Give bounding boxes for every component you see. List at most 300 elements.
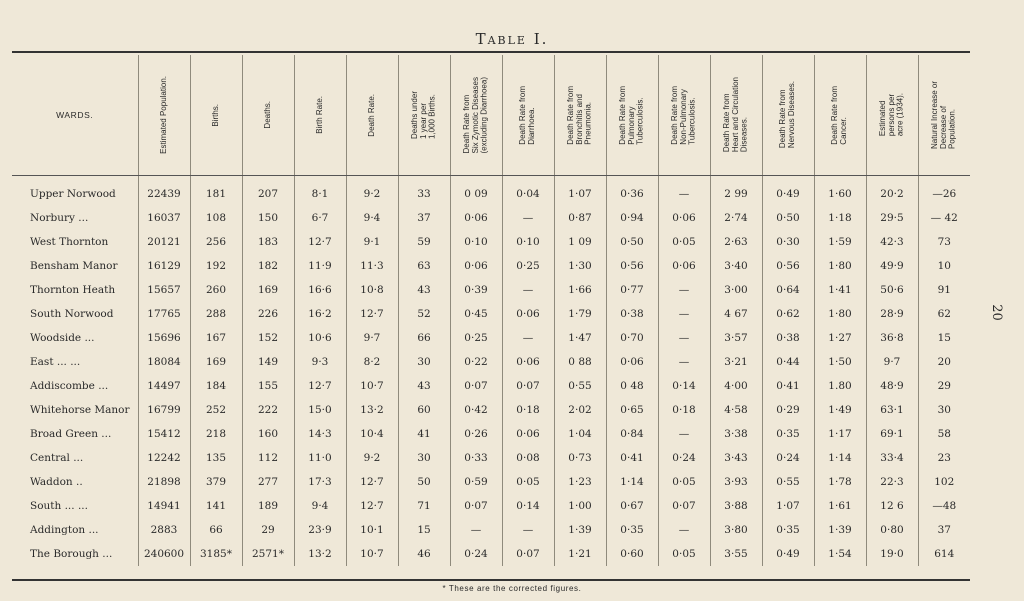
value-cell: 0·50 [606, 230, 658, 254]
value-cell: 23 [918, 446, 970, 470]
value-cell: 0·14 [658, 374, 710, 398]
value-cell: 2 99 [710, 176, 762, 207]
value-cell: 184 [190, 374, 242, 398]
value-cell: — [450, 518, 502, 542]
value-cell: 1·17 [814, 422, 866, 446]
value-cell: 9·3 [294, 350, 346, 374]
value-cell: 141 [190, 494, 242, 518]
value-cell: 1·80 [814, 302, 866, 326]
value-cell: 66 [190, 518, 242, 542]
value-cell: 15·0 [294, 398, 346, 422]
column-header-label: Death Rate from Non-Pulmonary Tuberculosis. [669, 85, 697, 145]
ward-name-cell: Whitehorse Manor [30, 404, 130, 416]
value-cell: 33·4 [866, 446, 918, 470]
value-cell: 3·40 [710, 254, 762, 278]
ward-name-cell: Central ... [30, 452, 84, 464]
value-cell: 1·41 [814, 278, 866, 302]
column-header-label: Death Rate from Pulmonary Tuberculosis. [617, 85, 645, 145]
ward-name-cell: Broad Green ... [30, 428, 112, 440]
value-cell: 1·80 [814, 254, 866, 278]
value-cell: 17·3 [294, 470, 346, 494]
value-cell: 50·6 [866, 278, 918, 302]
value-cell: 18084 [138, 350, 190, 374]
column-header-label: Death Rate from Heart and Circulation Diseases. [721, 77, 749, 153]
value-cell: 0·07 [658, 494, 710, 518]
value-cell: 0·06 [450, 254, 502, 278]
value-cell: 29 [242, 518, 294, 542]
value-cell: —26 [918, 176, 970, 207]
value-cell: 1·30 [554, 254, 606, 278]
value-cell: 0·10 [502, 230, 554, 254]
value-cell: 12·7 [294, 230, 346, 254]
value-cell: 0·05 [502, 470, 554, 494]
value-cell: 0·18 [658, 398, 710, 422]
column-header [190, 55, 242, 176]
value-cell: — [658, 518, 710, 542]
value-cell: 3·00 [710, 278, 762, 302]
value-cell: 3·38 [710, 422, 762, 446]
ward-name-cell: Upper Norwood [30, 188, 116, 200]
value-cell: 42·3 [866, 230, 918, 254]
value-cell: 0·05 [658, 230, 710, 254]
top-rule [12, 51, 970, 53]
value-cell: 0·06 [658, 206, 710, 230]
value-cell: 0·07 [450, 494, 502, 518]
value-cell: 14941 [138, 494, 190, 518]
value-cell: 0·55 [554, 374, 606, 398]
value-cell: 0·35 [606, 518, 658, 542]
value-cell: 3·93 [710, 470, 762, 494]
value-cell: 0·87 [554, 206, 606, 230]
value-cell: 0·70 [606, 326, 658, 350]
value-cell: 0·07 [502, 374, 554, 398]
value-cell: 29·5 [866, 206, 918, 230]
value-cell: 63 [398, 254, 450, 278]
ward-name-cell: West Thornton [30, 236, 109, 248]
value-cell: 6·7 [294, 206, 346, 230]
value-cell: 1·49 [814, 398, 866, 422]
value-cell: 11·3 [346, 254, 398, 278]
value-cell: 1·00 [554, 494, 606, 518]
value-cell: 1·27 [814, 326, 866, 350]
value-cell: 36·8 [866, 326, 918, 350]
value-cell: 0 48 [606, 374, 658, 398]
value-cell: — [658, 350, 710, 374]
column-header [606, 55, 658, 176]
value-cell: —48 [918, 494, 970, 518]
value-cell: 1·14 [606, 470, 658, 494]
value-cell: 169 [242, 278, 294, 302]
table-row [12, 254, 970, 278]
value-cell: 1·50 [814, 350, 866, 374]
value-cell: 0·36 [606, 176, 658, 207]
value-cell: 0·56 [762, 254, 814, 278]
value-cell: 0·29 [762, 398, 814, 422]
value-cell: 1·18 [814, 206, 866, 230]
value-cell: 1·60 [814, 176, 866, 207]
value-cell: 0·06 [606, 350, 658, 374]
value-cell: — [502, 518, 554, 542]
column-header-label: Death Rate from Cancer. [830, 85, 848, 145]
value-cell: — 42 [918, 206, 970, 230]
column-header [138, 55, 190, 176]
value-cell: 9·1 [346, 230, 398, 254]
value-cell: 10·7 [346, 542, 398, 566]
value-cell: 1·61 [814, 494, 866, 518]
value-cell: 1·78 [814, 470, 866, 494]
value-cell: 0·73 [554, 446, 606, 470]
header-row [12, 55, 970, 176]
table-row [12, 422, 970, 446]
value-cell: 0·06 [658, 254, 710, 278]
column-header-label: Birth Rate. [314, 96, 324, 134]
value-cell: — [502, 206, 554, 230]
value-cell: 379 [190, 470, 242, 494]
value-cell: 0·25 [450, 326, 502, 350]
value-cell: 0·59 [450, 470, 502, 494]
value-cell: 192 [190, 254, 242, 278]
value-cell: 252 [190, 398, 242, 422]
value-cell: 13·2 [294, 542, 346, 566]
value-cell: 0·65 [606, 398, 658, 422]
column-header [710, 55, 762, 176]
ward-name-cell: South ... ... [30, 500, 88, 512]
value-cell: — [502, 326, 554, 350]
value-cell: 1·14 [814, 446, 866, 470]
ward-name-cell: South Norwood [30, 308, 114, 320]
value-cell: 46 [398, 542, 450, 566]
value-cell: 62 [918, 302, 970, 326]
column-header [450, 55, 502, 176]
ward-statistics-table [12, 55, 970, 566]
ward-name-cell: The Borough ... [30, 548, 113, 560]
column-header-label: Natural Increase or Decrease of Population. [930, 80, 957, 150]
value-cell: 0·04 [502, 176, 554, 207]
value-cell: 0·08 [502, 446, 554, 470]
value-cell: 218 [190, 422, 242, 446]
value-cell: 0·80 [866, 518, 918, 542]
ward-name-cell: Addington ... [30, 524, 99, 536]
value-cell: 152 [242, 326, 294, 350]
value-cell: 43 [398, 374, 450, 398]
value-cell: 0 09 [450, 176, 502, 207]
value-cell: 0·22 [450, 350, 502, 374]
value-cell: 0·64 [762, 278, 814, 302]
value-cell: 37 [918, 518, 970, 542]
column-header [502, 55, 554, 176]
value-cell: 0·67 [606, 494, 658, 518]
value-cell: 0·49 [762, 176, 814, 207]
value-cell: 3·21 [710, 350, 762, 374]
table-title: Table I. [475, 30, 549, 48]
value-cell: 0·62 [762, 302, 814, 326]
value-cell: 0·55 [762, 470, 814, 494]
value-cell: 59 [398, 230, 450, 254]
value-cell: 16799 [138, 398, 190, 422]
value-cell: 69·1 [866, 422, 918, 446]
value-cell: 0·33 [450, 446, 502, 470]
column-header-label: Death Rate from Nervous Diseases. [778, 81, 796, 149]
value-cell: 11·9 [294, 254, 346, 278]
value-cell: 29 [918, 374, 970, 398]
column-header-label: Deaths under 1 year per 1,000 Births. [409, 90, 437, 140]
bottom-rule [12, 579, 970, 581]
value-cell: 0·35 [762, 422, 814, 446]
value-cell: 15 [918, 326, 970, 350]
table-row [12, 398, 970, 422]
value-cell: 3·88 [710, 494, 762, 518]
value-cell: 30 [398, 350, 450, 374]
value-cell: 288 [190, 302, 242, 326]
value-cell: 3·43 [710, 446, 762, 470]
value-cell: 9·2 [346, 176, 398, 207]
value-cell: 49·9 [866, 254, 918, 278]
value-cell: 0·24 [450, 542, 502, 566]
value-cell: 0·77 [606, 278, 658, 302]
value-cell: 240600 [138, 542, 190, 566]
value-cell: 0·50 [762, 206, 814, 230]
value-cell: 0·25 [502, 254, 554, 278]
value-cell: 256 [190, 230, 242, 254]
value-cell: 189 [242, 494, 294, 518]
column-header-label: Death Rate from Six Zymotic Diseases (excluding Diarrhoea) [461, 76, 489, 154]
value-cell: 2·63 [710, 230, 762, 254]
value-cell: — [658, 302, 710, 326]
value-cell: 1 09 [554, 230, 606, 254]
value-cell: 15 [398, 518, 450, 542]
value-cell: 9·7 [346, 326, 398, 350]
value-cell: — [658, 326, 710, 350]
value-cell: 1·79 [554, 302, 606, 326]
value-cell: 66 [398, 326, 450, 350]
value-cell: 4·58 [710, 398, 762, 422]
value-cell: — [658, 422, 710, 446]
value-cell: 58 [918, 422, 970, 446]
value-cell: 10·4 [346, 422, 398, 446]
value-cell: 37 [398, 206, 450, 230]
value-cell: 1·07 [554, 176, 606, 207]
value-cell: 16·2 [294, 302, 346, 326]
value-cell: 135 [190, 446, 242, 470]
value-cell: 9·4 [294, 494, 346, 518]
value-cell: 9·4 [346, 206, 398, 230]
value-cell: 48·9 [866, 374, 918, 398]
value-cell: 12·7 [294, 374, 346, 398]
value-cell: 0·38 [606, 302, 658, 326]
value-cell: 0 88 [554, 350, 606, 374]
value-cell: 0·05 [658, 542, 710, 566]
value-cell: 60 [398, 398, 450, 422]
column-header-label: Estimated Population. [158, 76, 168, 154]
value-cell: 181 [190, 176, 242, 207]
column-header [814, 55, 866, 176]
value-cell: 1·47 [554, 326, 606, 350]
value-cell: 0·41 [762, 374, 814, 398]
value-cell: 277 [242, 470, 294, 494]
value-cell: 3·80 [710, 518, 762, 542]
table-row [12, 302, 970, 326]
value-cell: 0·10 [450, 230, 502, 254]
page-number: 20 [988, 304, 1004, 321]
column-header [294, 55, 346, 176]
value-cell: 12 6 [866, 494, 918, 518]
value-cell: 150 [242, 206, 294, 230]
value-cell: 0·18 [502, 398, 554, 422]
value-cell: 1.80 [814, 374, 866, 398]
value-cell: 23·9 [294, 518, 346, 542]
value-cell: 15657 [138, 278, 190, 302]
value-cell: 0·24 [762, 446, 814, 470]
table-row [12, 542, 970, 566]
value-cell: 112 [242, 446, 294, 470]
value-cell: 16037 [138, 206, 190, 230]
value-cell: 0·14 [502, 494, 554, 518]
value-cell: 182 [242, 254, 294, 278]
value-cell: 13·2 [346, 398, 398, 422]
value-cell: 1·21 [554, 542, 606, 566]
value-cell: 20 [918, 350, 970, 374]
value-cell: 3185* [190, 542, 242, 566]
value-cell: 1·07 [762, 494, 814, 518]
value-cell: 0·35 [762, 518, 814, 542]
value-cell: 4 67 [710, 302, 762, 326]
value-cell: 0·07 [450, 374, 502, 398]
value-cell: 9·2 [346, 446, 398, 470]
value-cell: 102 [918, 470, 970, 494]
value-cell: 2·74 [710, 206, 762, 230]
value-cell: 0·06 [450, 206, 502, 230]
value-cell: 15412 [138, 422, 190, 446]
value-cell: 91 [918, 278, 970, 302]
value-cell: 10·1 [346, 518, 398, 542]
value-cell: 1·39 [814, 518, 866, 542]
value-cell: 12·7 [346, 470, 398, 494]
value-cell: 0·49 [762, 542, 814, 566]
table-row [12, 176, 970, 207]
ward-name-cell: Waddon .. [30, 476, 83, 488]
value-cell: 1·54 [814, 542, 866, 566]
value-cell: 2883 [138, 518, 190, 542]
value-cell: 11·0 [294, 446, 346, 470]
table-row [12, 494, 970, 518]
value-cell: 12·7 [346, 302, 398, 326]
value-cell: 222 [242, 398, 294, 422]
column-header [658, 55, 710, 176]
value-cell: 30 [398, 446, 450, 470]
value-cell: 0·42 [450, 398, 502, 422]
value-cell: 0·41 [606, 446, 658, 470]
value-cell: 0·39 [450, 278, 502, 302]
value-cell: 149 [242, 350, 294, 374]
value-cell: 14497 [138, 374, 190, 398]
value-cell: 0·06 [502, 422, 554, 446]
value-cell: 226 [242, 302, 294, 326]
value-cell: 30 [918, 398, 970, 422]
value-cell: 1·66 [554, 278, 606, 302]
ward-name-cell: East ... ... [30, 356, 81, 368]
column-header-label: Death Rate from Diarrhoea. [518, 85, 536, 145]
value-cell: 160 [242, 422, 294, 446]
value-cell: 0·26 [450, 422, 502, 446]
value-cell: 20121 [138, 230, 190, 254]
table-row [12, 374, 970, 398]
table-row [12, 278, 970, 302]
table-row [12, 350, 970, 374]
column-header-label: Deaths. [262, 101, 272, 129]
value-cell: 2571* [242, 542, 294, 566]
value-cell: 0·05 [658, 470, 710, 494]
value-cell: 0·60 [606, 542, 658, 566]
value-cell: 0·94 [606, 206, 658, 230]
value-cell: 9·7 [866, 350, 918, 374]
table-row [12, 518, 970, 542]
value-cell: — [502, 278, 554, 302]
value-cell: 15696 [138, 326, 190, 350]
value-cell: 52 [398, 302, 450, 326]
value-cell: 17765 [138, 302, 190, 326]
value-cell: 8·2 [346, 350, 398, 374]
value-cell: 41 [398, 422, 450, 446]
value-cell: 614 [918, 542, 970, 566]
value-cell: 260 [190, 278, 242, 302]
value-cell: 3·57 [710, 326, 762, 350]
column-header-label: Death Rate. [366, 93, 376, 137]
value-cell: 10·8 [346, 278, 398, 302]
value-cell: 12·7 [346, 494, 398, 518]
value-cell: 71 [398, 494, 450, 518]
value-cell: 33 [398, 176, 450, 207]
value-cell: 20·2 [866, 176, 918, 207]
value-cell: 73 [918, 230, 970, 254]
value-cell: 0·56 [606, 254, 658, 278]
footnote: * These are the corrected figures. [442, 584, 582, 593]
value-cell: 0·45 [450, 302, 502, 326]
table-row [12, 326, 970, 350]
value-cell: 50 [398, 470, 450, 494]
column-header [762, 55, 814, 176]
value-cell: 16·6 [294, 278, 346, 302]
value-cell: 155 [242, 374, 294, 398]
value-cell: 43 [398, 278, 450, 302]
value-cell: 1·23 [554, 470, 606, 494]
value-cell: 0·07 [502, 542, 554, 566]
value-cell: 0·38 [762, 326, 814, 350]
value-cell: 108 [190, 206, 242, 230]
value-cell: 2·02 [554, 398, 606, 422]
value-cell: 1·39 [554, 518, 606, 542]
ward-name-cell: Bensham Manor [30, 260, 118, 272]
table-row [12, 230, 970, 254]
value-cell: 19·0 [866, 542, 918, 566]
value-cell: 10 [918, 254, 970, 278]
value-cell: 0·84 [606, 422, 658, 446]
value-cell: 21898 [138, 470, 190, 494]
column-header-label: Births. [210, 103, 220, 127]
table-row [12, 446, 970, 470]
value-cell: 22439 [138, 176, 190, 207]
value-cell: 0·30 [762, 230, 814, 254]
column-header [242, 55, 294, 176]
column-header-wards: WARDS. [12, 55, 138, 176]
ward-name-cell: Addiscombe ... [30, 380, 109, 392]
table-row [12, 470, 970, 494]
value-cell: 0·06 [502, 350, 554, 374]
column-header-label: Estimated persons per acre (1934). [877, 93, 905, 137]
column-header [346, 55, 398, 176]
value-cell: 183 [242, 230, 294, 254]
value-cell: 16129 [138, 254, 190, 278]
column-header-label: Death Rate from Bronchitis and Pneumonia. [565, 85, 593, 145]
